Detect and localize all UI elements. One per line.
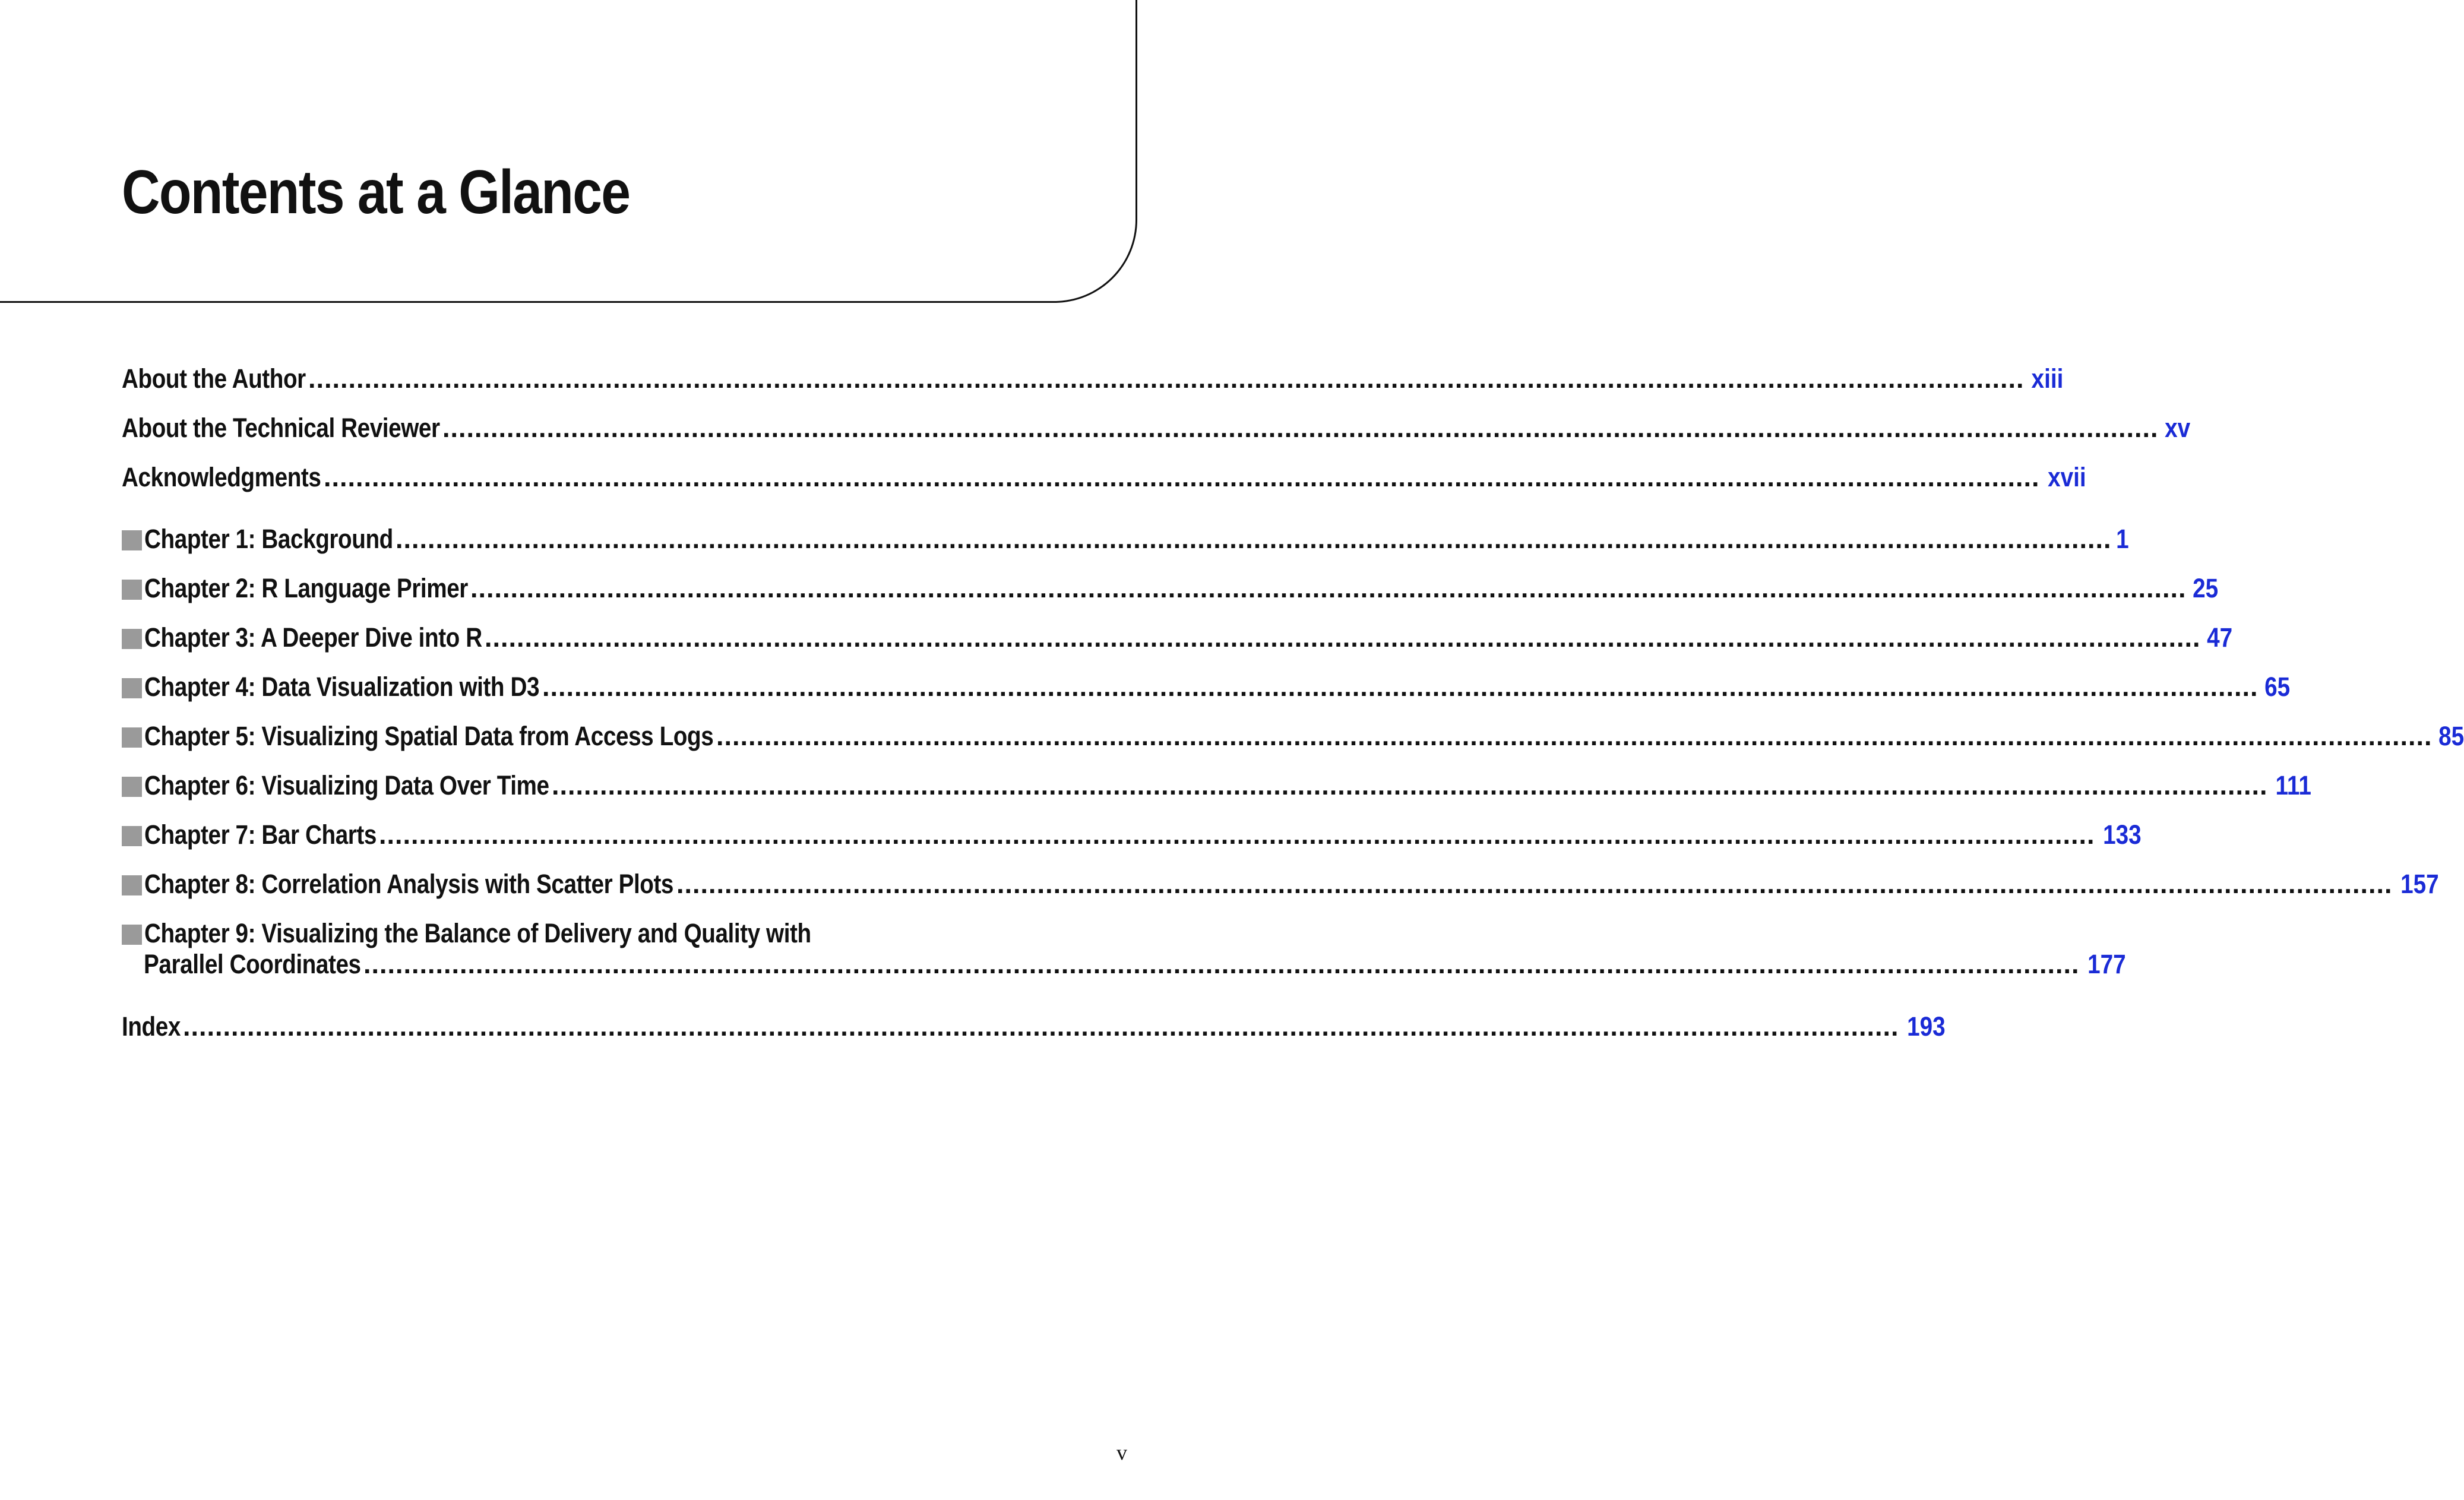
dot-leaders: ...................................................................................................................................................................................................................... [676,869,2393,899]
toc-page-number[interactable]: 1 [2115,524,2129,554]
square-bullet-icon [122,727,142,748]
header-frame [0,0,1137,303]
dot-leaders: ...................................................................................................................................................................................................................... [470,573,2187,603]
toc-entry-chapter-9[interactable] [122,917,2126,981]
toc-entry-label: Index [122,1011,181,1042]
toc-page-number[interactable]: 177 [2087,949,2126,979]
toc-page-number[interactable]: 133 [2102,819,2142,850]
dot-leaders: ...................................................................................................................................................................................................................... [552,770,2268,800]
toc-entry-chapter-1[interactable] [122,523,2129,556]
dot-leaders: ...................................................................................................................................................................................................................... [442,413,2159,443]
toc-entry-label: Chapter 2: R Language Primer [144,573,468,603]
dot-leaders: ...................................................................................................................................................................................................................... [363,949,2080,979]
square-bullet-icon [122,925,142,945]
toc-page-number[interactable]: 65 [2264,672,2290,702]
toc-entry-chapter-2[interactable] [122,572,2218,605]
toc-entry-label: Chapter 3: A Deeper Dive into R [144,622,482,653]
toc-page-number[interactable]: 25 [2192,573,2218,603]
toc-page-number[interactable]: 47 [2206,622,2232,653]
toc-entry-label: Chapter 4: Data Visualization with D3 [144,672,540,702]
toc-entry-label: Acknowledgments [122,462,321,492]
toc-entry-label-line1: Chapter 9: Visualizing the Balance of Delivery and Quality with [144,918,811,948]
toc-page-number[interactable]: 193 [1906,1011,1946,1042]
dot-leaders: ...................................................................................................................................................................................................................... [379,819,2095,850]
toc-entry-index[interactable] [122,1010,1946,1043]
toc-entry-chapter-5[interactable] [122,720,2464,753]
toc-entry-chapter-4[interactable] [122,670,2290,704]
toc-entry-about-author[interactable] [122,362,2063,395]
toc-entry-acknowledgments[interactable] [122,461,2086,494]
toc-page-number[interactable]: xvii [2047,462,2086,492]
toc-entry-label: Chapter 8: Correlation Analysis with Scatter Plots [144,869,674,899]
toc-entry-label: About the Author [122,363,306,394]
square-bullet-icon [122,580,142,600]
toc-page-number[interactable]: 157 [2400,869,2439,899]
square-bullet-icon [122,678,142,698]
square-bullet-icon [122,777,142,797]
toc-entry-chapter-8[interactable] [122,868,2439,901]
toc-entry-technical-reviewer[interactable] [122,412,2190,445]
toc-entry-label: Chapter 7: Bar Charts [144,819,377,850]
dot-leaders: ...................................................................................................................................................................................................................... [324,462,2040,492]
toc-entry-chapter-3[interactable] [122,621,2232,654]
toc-entry-label: Chapter 6: Visualizing Data Over Time [144,770,549,800]
toc-entry-label: Chapter 1: Background [144,524,393,554]
dot-leaders: ...................................................................................................................................................................................................................... [542,672,2259,702]
toc-entry-label: Chapter 5: Visualizing Spatial Data from Access Logs [144,721,714,751]
square-bullet-icon [122,826,142,846]
dot-leaders: ...................................................................................................................................................................................................................... [396,524,2112,554]
toc-page-number[interactable]: 111 [2275,770,2311,800]
toc-entry-label: About the Technical Reviewer [122,413,440,443]
dot-leaders: ...................................................................................................................................................................................................................... [716,721,2433,751]
toc-page-number[interactable]: xiii [2031,363,2063,394]
page-title: Contents at a Glance [122,158,630,227]
toc-entry-label-line2: Parallel Coordinates [144,949,361,979]
square-bullet-icon [122,629,142,649]
square-bullet-icon [122,875,142,895]
page-folio: v [1116,1441,1127,1464]
toc-entry-chapter-7[interactable] [122,818,2142,852]
dot-leaders: ...................................................................................................................................................................................................................... [485,622,2201,653]
dot-leaders: ...................................................................................................................................................................................................................... [308,363,2025,394]
dot-leaders: ...................................................................................................................................................................................................................... [183,1011,1899,1042]
square-bullet-icon [122,530,142,550]
toc-page-number[interactable]: 85 [2438,721,2464,751]
toc-entry-chapter-6[interactable] [122,769,2311,802]
toc-page-number[interactable]: xv [2164,413,2190,443]
